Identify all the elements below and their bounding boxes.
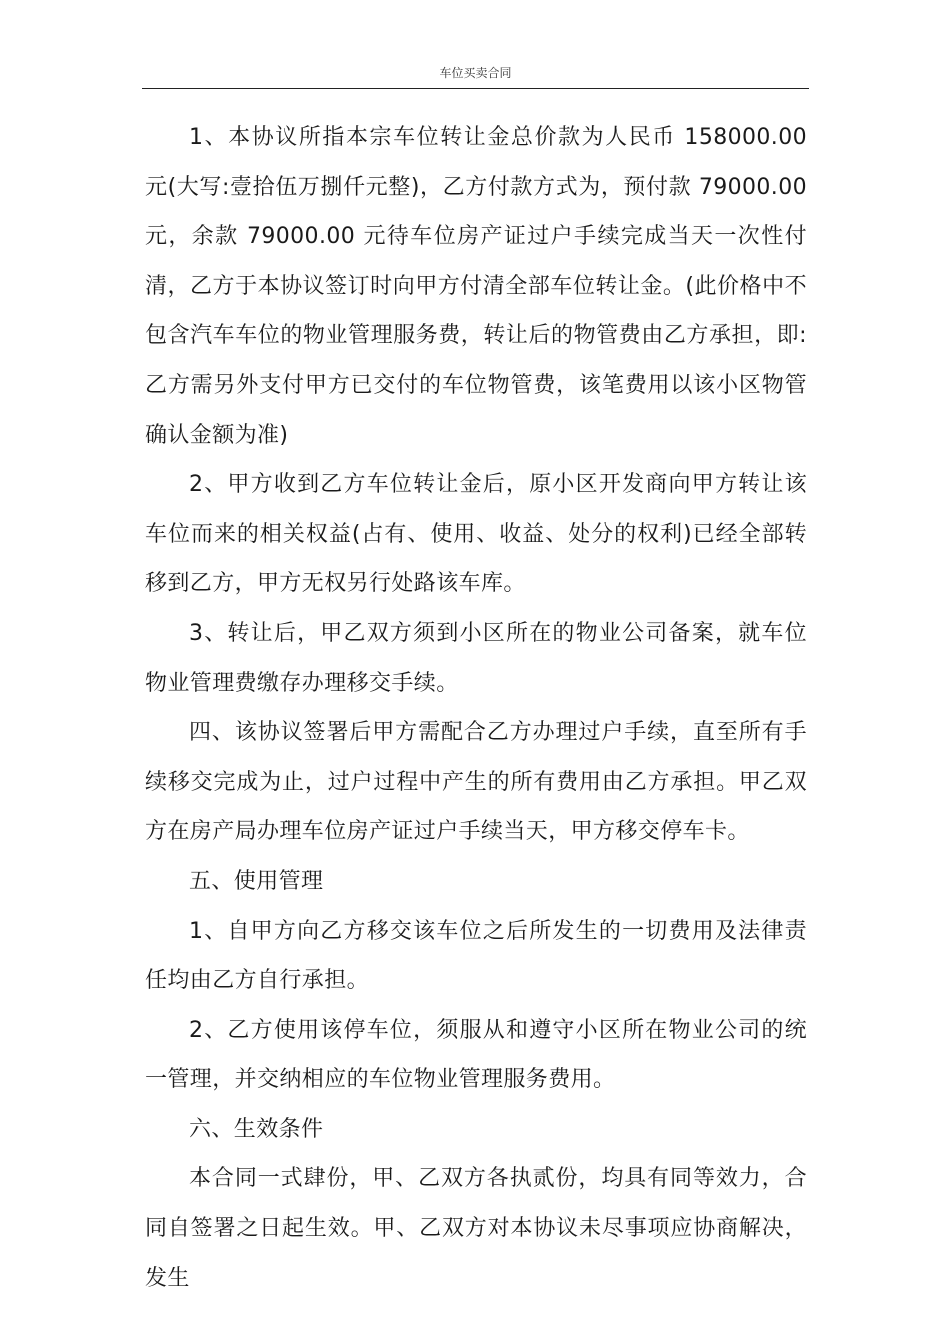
page-header-title: 车位买卖合同: [439, 66, 512, 80]
section-5-clause-1: 1、自甲方向乙方移交该车位之后所发生的一切费用及法律责任均由乙方自行承担。: [145, 918, 807, 994]
section-6-heading: 六、生效条件: [189, 1116, 324, 1142]
section-5-heading: 五、使用管理: [189, 868, 324, 894]
section-5-clause-2: 2、乙方使用该停车位，须服从和遵守小区所在物业公司的统一管理，并交纳相应的车位物业管理服务费用。: [145, 1017, 807, 1093]
clause-1-payment: 1、本协议所指本宗车位转让金总价款为人民币 158000.00 元(大写:壹拾伍万捌仟元整)，乙方付款方式为，预付款 79000.00 元，余款 79000.00 元待车位房产证过户手续完成当天一次性付清，乙方于本协议签订时向甲方付清全部车位转让金。(此价格中不包含汽车车位的物业管理服务费，转让后的物管费由乙方承担，即:乙方需另外支付甲方已交付的车位物管费，该笔费用以该小区物管确认金额为准): [145, 125, 807, 448]
clause-3-property-filing: 3、转让后，甲乙双方须到小区所在的物业公司备案，就车位物业管理费缴存办理移交手续。: [145, 620, 807, 696]
section-6-body: 本合同一式肆份，甲、乙双方各执贰份，均具有同等效力，合同自签署之日起生效。甲、乙双方对本协议未尽事项应协商解决，发生: [145, 1166, 807, 1291]
clause-2-rights-transfer: 2、甲方收到乙方车位转让金后，原小区开发商向甲方转让该车位而来的相关权益(占有、使用、收益、处分的权利)已经全部转移到乙方，甲方无权另行处路该车库。: [145, 472, 807, 597]
document-body: [145, 113, 807, 1303]
section-4-transfer-procedure: 四、该协议签署后甲方需配合乙方办理过户手续，直至所有手续移交完成为止，过户过程中产生的所有费用由乙方承担。甲乙双方在房产局办理车位房产证过户手续当天，甲方移交停车卡。: [145, 720, 807, 845]
header-divider: [142, 88, 809, 89]
